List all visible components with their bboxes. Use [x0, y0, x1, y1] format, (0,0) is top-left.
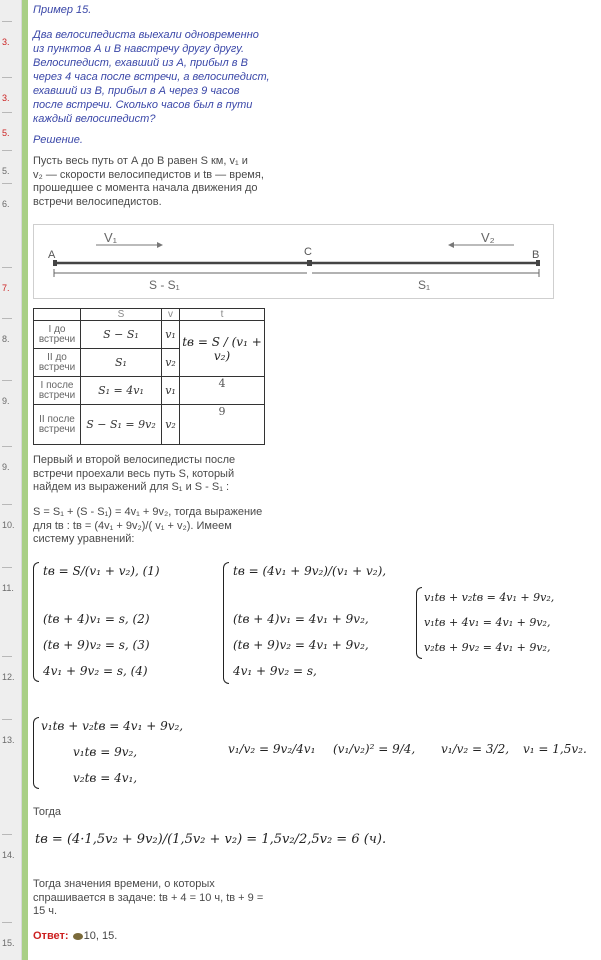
line-number: 5.: [2, 128, 10, 138]
system-4-brace: [33, 717, 39, 789]
cell-s: S − S₁ = 9v₂: [81, 405, 162, 445]
point-b-label: B: [532, 249, 540, 261]
line-number: 12.: [2, 672, 15, 682]
line-number: 9.: [2, 462, 10, 472]
t-formula: tв = S / (v₁ + v₂): [182, 334, 262, 363]
problem-line: Два велосипедиста выехали одновременно: [33, 29, 259, 41]
gutter-divider: [2, 112, 12, 113]
point-a-label: A: [48, 249, 56, 261]
gutter-divider: [2, 150, 12, 151]
gutter-divider: [2, 446, 12, 447]
ratio-equation-2: (v₁/v₂)² = 9/4,: [333, 742, 416, 756]
cell-v: v₁: [162, 321, 180, 349]
data-table: [33, 308, 265, 445]
answer-label: Ответ:: [33, 930, 69, 942]
cell-v: v₁: [162, 377, 180, 405]
problem-line: из пунктов А и В навстречу другу другу.: [33, 43, 245, 55]
system-3: [416, 585, 591, 665]
gutter-divider: [2, 21, 12, 22]
system-4: [33, 715, 218, 795]
system-2-brace: [223, 562, 229, 684]
v2-arrow-head: [448, 242, 454, 248]
right-segment-label: S₁: [418, 278, 431, 292]
text-line: спрашивается в задаче: tв + 4 = 10 ч, tв + 9 =: [33, 891, 264, 904]
text-line: Тогда значения времени, о которых: [33, 878, 215, 890]
system-3-brace: [416, 587, 422, 659]
table-row: [34, 321, 265, 349]
after-table-text: [33, 454, 333, 495]
text-line: S = S₁ + (S - S₁) = 4v₁ + 9v₂, тогда выражение: [33, 506, 263, 518]
table-row: [34, 405, 265, 445]
intro-line: прошедшее с момента начала движения до: [33, 182, 258, 194]
line-number: 13.: [2, 735, 15, 745]
gutter-divider: [2, 77, 12, 78]
eye-icon: [73, 933, 83, 940]
togda-label: Тогда: [33, 806, 62, 818]
gutter-divider: [2, 380, 12, 381]
system-3-eq: v₁tв + v₂tв = 4v₁ + 9v₂,: [424, 591, 555, 604]
line-number: 9.: [2, 396, 10, 406]
system-1-eq: tв = S/(v₁ + v₂), (1): [43, 564, 160, 578]
gutter-divider: [2, 656, 12, 657]
line-number: 5.: [2, 166, 10, 176]
text-line: найдем из выражений для S₁ и S - S₁ :: [33, 481, 230, 493]
line-number: 11.: [2, 583, 14, 593]
system-1-eq: (tв + 4)v₁ = s, (2): [43, 612, 150, 626]
table-header-v: v: [162, 309, 180, 321]
gutter-accent-strip: [22, 0, 28, 960]
system-1-brace: [33, 562, 39, 682]
row-label: I после встречи: [34, 377, 81, 405]
system-4-eq: v₂tв = 4v₁,: [73, 771, 138, 785]
text-line: встречи проехали весь путь S, который: [33, 467, 235, 480]
final-formula: tв = (4·1,5v₂ + 9v₂)/(1,5v₂ + v₂) = 1,5v₂/2,5v₂ = 6 (ч).: [35, 832, 387, 847]
system-1-eq: (tв + 9)v₂ = s, (3): [43, 638, 150, 652]
intro-line: Пусть весь путь от А до В равен S км, v₁ и: [33, 155, 248, 167]
gutter-divider: [2, 834, 12, 835]
answer-value: 10, 15.: [83, 930, 118, 942]
row-label: II до встречи: [34, 349, 81, 377]
table-header-t: t: [180, 309, 265, 321]
line-number-gutter: [0, 0, 22, 960]
system-4-eq: v₁tв + v₂tв = 4v₁ + 9v₂,: [41, 719, 184, 733]
text-line: систему уравнений:: [33, 533, 135, 545]
gutter-divider: [2, 922, 12, 923]
cell-t-formula: [180, 321, 265, 377]
system-1: [33, 560, 218, 690]
ratio-equation-4: v₁ = 1,5v₂.: [523, 742, 587, 756]
solution-title: Решение.: [33, 134, 83, 146]
v1-label: V₁: [104, 230, 118, 245]
table-header-row: [34, 309, 265, 321]
line-number: 8.: [2, 334, 10, 344]
line-number: 3.: [2, 93, 10, 103]
gutter-divider: [2, 267, 12, 268]
expression-text: [33, 506, 363, 547]
conclusion-text: [33, 878, 333, 919]
cell-s: S₁: [81, 349, 162, 377]
system-3-eq: v₁tв + 4v₁ = 4v₁ + 9v₂,: [424, 616, 551, 629]
left-segment-label: S - S₁: [149, 278, 180, 292]
system-2-eq: (tв + 4)v₁ = 4v₁ + 9v₂,: [233, 612, 369, 626]
gutter-divider: [2, 318, 12, 319]
cell-s: S − S₁: [81, 321, 162, 349]
cell-v: v₂: [162, 405, 180, 445]
ratio-equation-3: v₁/v₂ = 3/2,: [441, 742, 510, 756]
example-title: Пример 15.: [33, 4, 92, 16]
system-3-eq: v₂tв + 9v₂ = 4v₁ + 9v₂,: [424, 641, 551, 654]
row-label: II после встречи: [34, 405, 81, 445]
problem-line: ехавший из В, прибыл в А через 9 часов: [33, 85, 240, 97]
cell-s: S₁ = 4v₁: [81, 377, 162, 405]
cell-t: 4: [180, 377, 265, 405]
line-number: 3.: [2, 37, 10, 47]
table-header-blank: [34, 309, 81, 321]
path-diagram-svg: [34, 225, 553, 298]
text-line: 15 ч.: [33, 905, 58, 917]
table-header-s: S: [81, 309, 162, 321]
table-row: [34, 377, 265, 405]
v2-label: V₂: [481, 230, 495, 245]
row-label: I до встречи: [34, 321, 81, 349]
gutter-divider: [2, 504, 12, 505]
intro-text: [33, 155, 333, 209]
path-diagram: [33, 224, 554, 299]
text-line: для tв : tв = (4v₁ + 9v₂)/( v₁ + v₂). Имеем: [33, 519, 232, 532]
problem-line: через 4 часа после встречи, а велосипедист,: [33, 71, 270, 83]
system-2: [223, 560, 413, 690]
problem-line: каждый велосипедист?: [33, 113, 156, 125]
problem-line: Велосипедист, ехавший из А, прибыл в В: [33, 57, 248, 69]
answer-line: [33, 930, 117, 942]
cell-t: 9: [180, 405, 265, 445]
problem-text: [33, 28, 333, 126]
text-line: Первый и второй велосипедисты после: [33, 454, 236, 466]
intro-line: v₂ — скорости велосипедистов и tв — время,: [33, 168, 264, 181]
gutter-divider: [2, 183, 12, 184]
line-number: 7.: [2, 283, 10, 293]
line-number: 6.: [2, 199, 10, 209]
line-number: 15.: [2, 938, 15, 948]
system-2-eq: tв = (4v₁ + 9v₂)/(v₁ + v₂),: [233, 564, 387, 578]
line-number: 14.: [2, 850, 15, 860]
problem-line: после встречи. Сколько часов был в пути: [33, 99, 253, 111]
system-2-eq: 4v₁ + 9v₂ = s,: [233, 664, 317, 678]
v1-arrow-head: [157, 242, 163, 248]
ratio-equation-1: v₁/v₂ = 9v₂/4v₁: [228, 742, 316, 756]
gutter-divider: [2, 567, 12, 568]
system-2-eq: (tв + 9)v₂ = 4v₁ + 9v₂,: [233, 638, 369, 652]
meeting-point-marker: [307, 260, 312, 266]
intro-line: встречи велосипедистов.: [33, 195, 162, 208]
line-number: 10.: [2, 520, 15, 530]
cell-v: v₂: [162, 349, 180, 377]
system-1-eq: 4v₁ + 9v₂ = s, (4): [43, 664, 148, 678]
gutter-divider: [2, 719, 12, 720]
system-4-eq: v₁tв = 9v₂,: [73, 745, 138, 759]
point-c-label: C: [304, 246, 312, 258]
